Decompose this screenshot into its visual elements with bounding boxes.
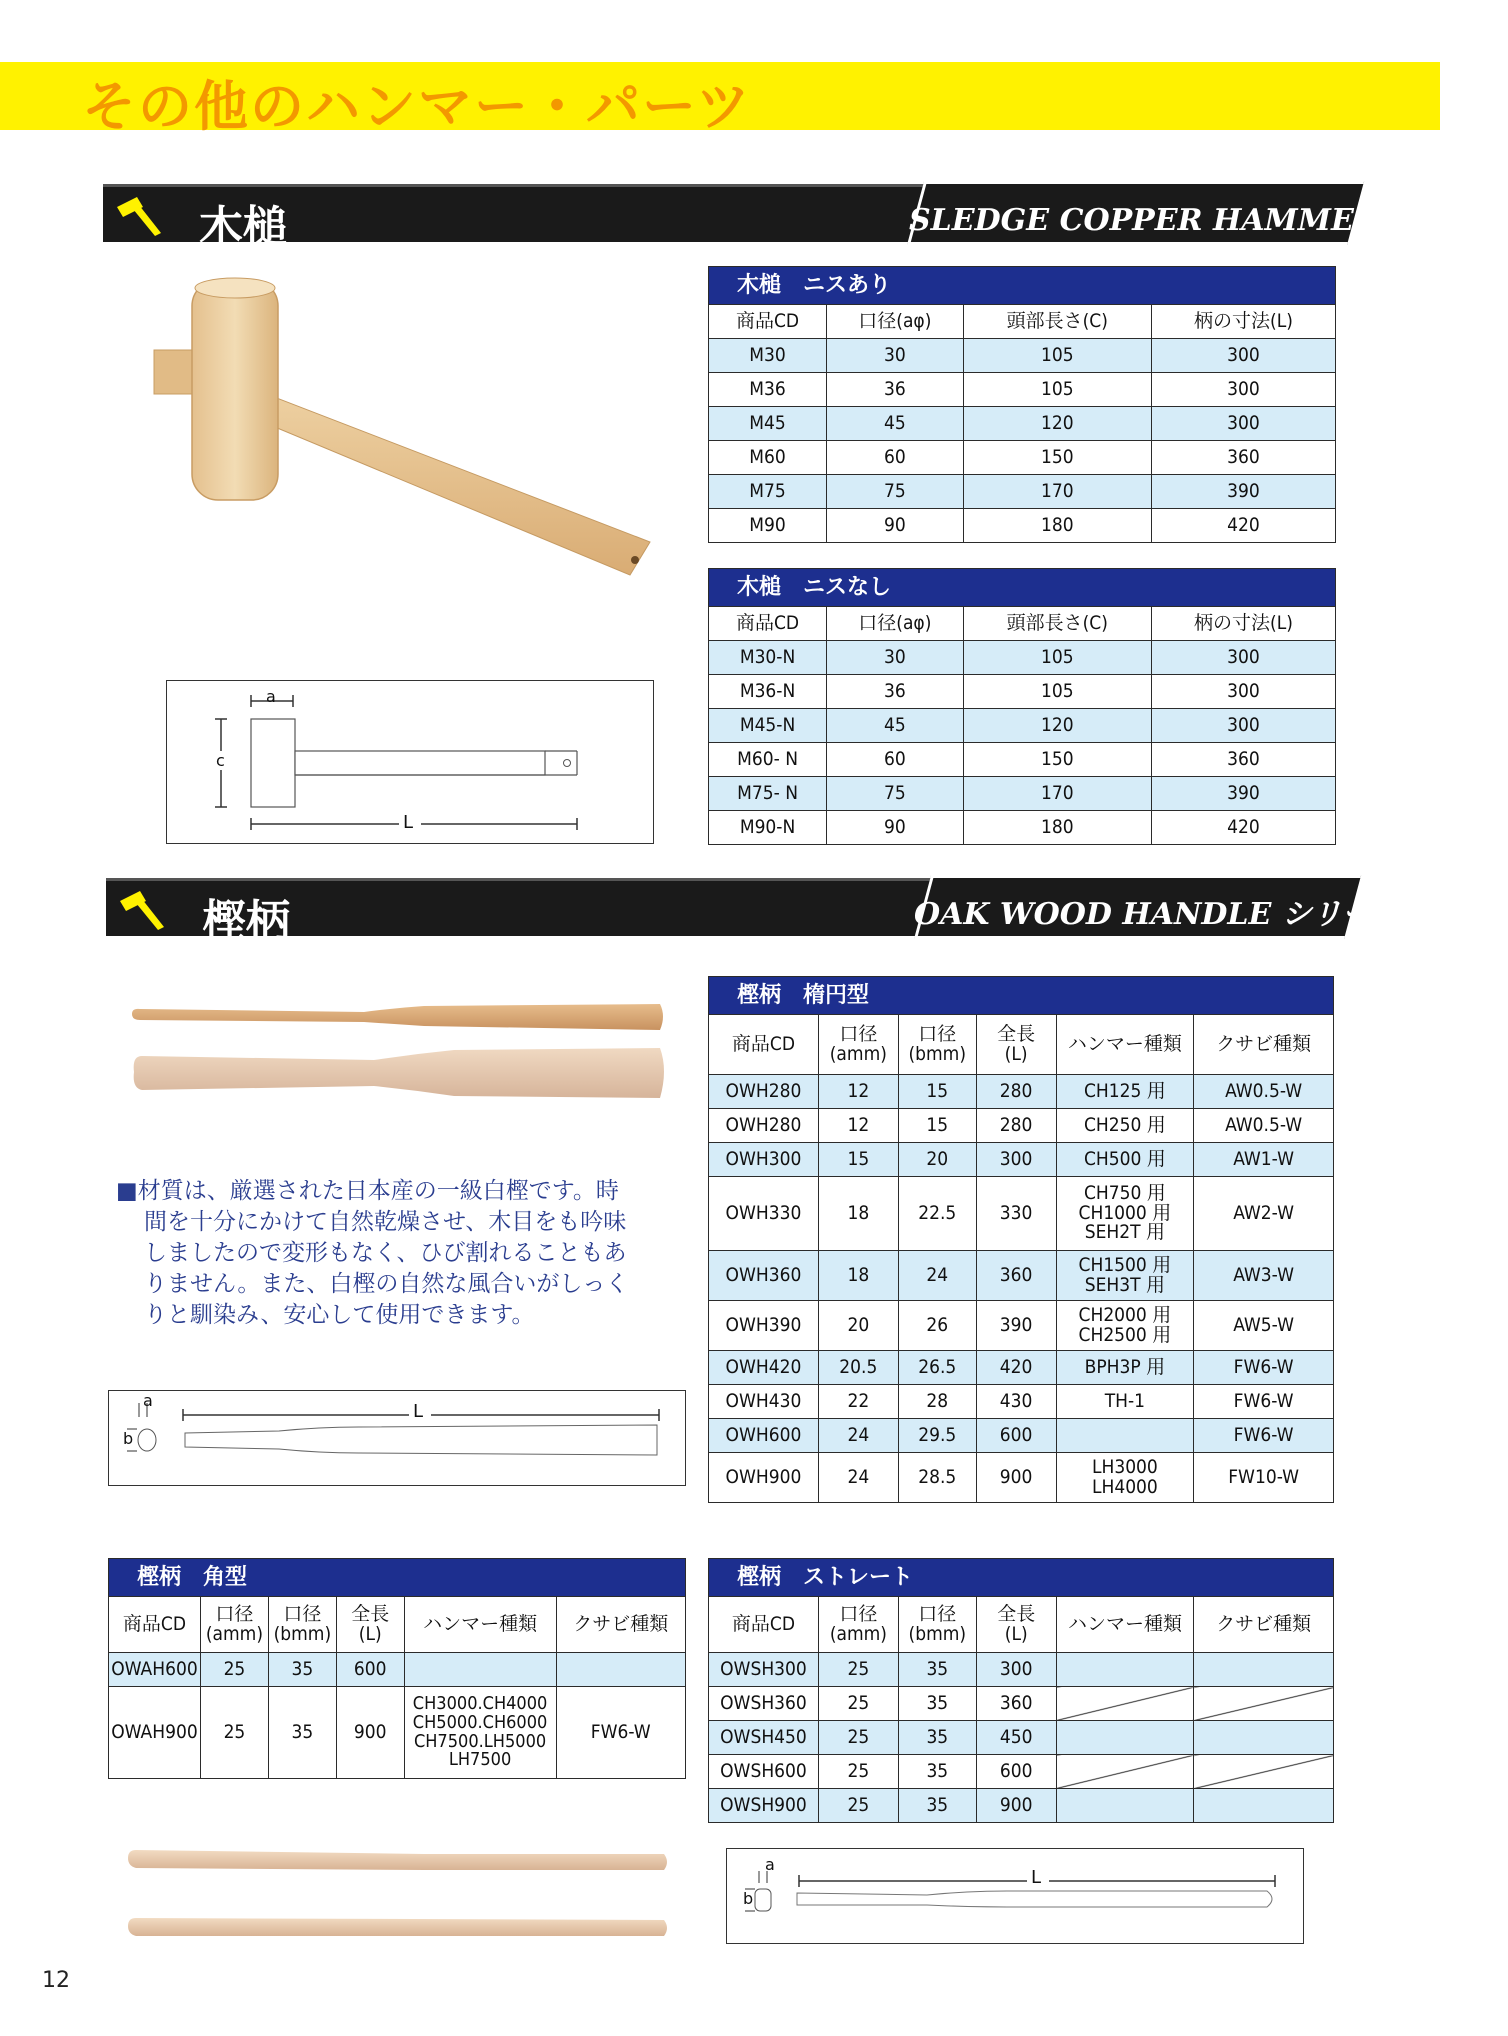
cell: OWSH900 <box>709 1789 819 1823</box>
straight-diagram-drawing <box>727 1849 1305 1945</box>
cell: M90 <box>709 509 827 543</box>
cell: OWH900 <box>709 1453 819 1503</box>
cell: 280 <box>976 1109 1056 1143</box>
cell: AW0.5-W <box>1194 1075 1334 1109</box>
header-cell: 口径 (amm) <box>818 1015 898 1075</box>
description-line: りと馴染み、安心して使用できます。 <box>144 1302 535 1328</box>
description-line: りません。また、白樫の自然な風合いがしっく <box>144 1271 629 1297</box>
header-cell: 口径 (bmm) <box>898 1015 976 1075</box>
empty-cell <box>404 1653 556 1687</box>
cell: OWSH600 <box>709 1755 819 1789</box>
cell: 24 <box>818 1419 898 1453</box>
table-row <box>709 1453 1334 1503</box>
cell: 180 <box>963 509 1151 543</box>
cell: 35 <box>898 1653 976 1687</box>
cell: AW1-W <box>1194 1143 1334 1177</box>
cell: M45 <box>709 407 827 441</box>
hammer-icon <box>118 887 166 931</box>
cell: 60 <box>827 743 963 777</box>
cell: AW0.5-W <box>1194 1109 1334 1143</box>
table-row <box>109 1653 686 1687</box>
page-title: その他のハンマー・パーツ <box>82 75 752 138</box>
cell: 25 <box>200 1653 268 1687</box>
table-caption: 木槌 ニスなし <box>708 568 1336 606</box>
table-row <box>709 1143 1334 1177</box>
mallet-unvarnished-table <box>708 568 1336 845</box>
cell: 12 <box>818 1075 898 1109</box>
diagram-label-a: a <box>765 1855 775 1874</box>
cell: M60 <box>709 441 827 475</box>
cell: 25 <box>200 1687 268 1779</box>
series-name: SLEDGE COPPER HAMMER シリーズ <box>909 203 1508 238</box>
cell: 600 <box>976 1755 1056 1789</box>
cell: FW6-W <box>1194 1419 1334 1453</box>
table-row <box>709 1687 1334 1721</box>
cell: FW10-W <box>1194 1453 1334 1503</box>
empty-cell <box>1056 1687 1194 1721</box>
cell: 330 <box>976 1177 1056 1251</box>
table-caption: 樫柄 角型 <box>108 1558 686 1596</box>
oak-oval-handle-table <box>708 976 1334 1503</box>
table-row <box>709 811 1336 845</box>
cell: 25 <box>818 1755 898 1789</box>
cell: 25 <box>818 1687 898 1721</box>
mallet-varnished-table <box>708 266 1336 543</box>
cell: 20 <box>818 1301 898 1351</box>
cell: AW5-W <box>1194 1301 1334 1351</box>
cell: 12 <box>818 1109 898 1143</box>
cell: 300 <box>1151 373 1335 407</box>
header-cell: 商品CD <box>709 1015 819 1075</box>
cell: 300 <box>976 1653 1056 1687</box>
header-cell: 頭部長さ(C) <box>963 305 1151 339</box>
table-row <box>709 675 1336 709</box>
header-cell: クサビ種類 <box>1194 1015 1334 1075</box>
table-row <box>709 641 1336 675</box>
cell: 105 <box>963 675 1151 709</box>
empty-cell <box>1056 1721 1194 1755</box>
cell: OWH390 <box>709 1301 819 1351</box>
cell: 25 <box>818 1721 898 1755</box>
section-header-oak-handle <box>106 878 1401 947</box>
cell: 29.5 <box>898 1419 976 1453</box>
cell: 600 <box>336 1653 404 1687</box>
diagram-label-a: a <box>266 687 276 706</box>
cell: CH1500 用 SEH3T 用 <box>1056 1251 1194 1301</box>
description-line: 間を十分にかけて自然乾燥させ、木目をも吟味 <box>144 1209 627 1235</box>
table-row <box>709 1721 1334 1755</box>
header-cell: 商品CD <box>709 305 827 339</box>
diagram-label-a: a <box>143 1391 153 1410</box>
table-row <box>709 1789 1334 1823</box>
cell: 280 <box>976 1075 1056 1109</box>
table-row <box>709 1075 1334 1109</box>
cell: 26 <box>898 1301 976 1351</box>
cell: 450 <box>976 1721 1056 1755</box>
cell: 30 <box>827 641 963 675</box>
header-cell: 口径 (amm) <box>200 1597 268 1653</box>
header-cell: 口径 (amm) <box>818 1597 898 1653</box>
cell: 75 <box>827 777 963 811</box>
diagram-label-l: L <box>403 812 414 833</box>
cell: 900 <box>336 1687 404 1779</box>
empty-cell <box>1194 1755 1334 1789</box>
empty-cell <box>1194 1653 1334 1687</box>
cell: OWH420 <box>709 1351 819 1385</box>
cell: OWH280 <box>709 1075 819 1109</box>
cell: 600 <box>976 1419 1056 1453</box>
cell: OWH600 <box>709 1419 819 1453</box>
cell: 45 <box>827 709 963 743</box>
header-cell: 口径 (bmm) <box>268 1597 336 1653</box>
cell: 420 <box>1151 509 1335 543</box>
straight-handle-image <box>124 1844 670 1940</box>
cell: 75 <box>827 475 963 509</box>
cell: 105 <box>963 339 1151 373</box>
cell: 390 <box>976 1301 1056 1351</box>
cell: 150 <box>963 743 1151 777</box>
section-header-mallet <box>103 184 1508 253</box>
page-number: 12 <box>42 1968 70 1993</box>
cell: 180 <box>963 811 1151 845</box>
cell: 105 <box>963 641 1151 675</box>
cell: 35 <box>898 1755 976 1789</box>
table-row <box>709 509 1336 543</box>
cell: 90 <box>827 509 963 543</box>
wooden-mallet-image <box>130 270 670 590</box>
header-cell: 商品CD <box>709 1597 819 1653</box>
header-cell: 全長 (L) <box>976 1015 1056 1075</box>
empty-cell <box>1194 1789 1334 1823</box>
table-row <box>709 709 1336 743</box>
cell: M60- N <box>709 743 827 777</box>
cell: 430 <box>976 1385 1056 1419</box>
cell: CH500 用 <box>1056 1143 1194 1177</box>
cell: 900 <box>976 1789 1056 1823</box>
header-cell: 全長 (L) <box>976 1597 1056 1653</box>
cell: CH250 用 <box>1056 1109 1194 1143</box>
header-cell: 口径 (bmm) <box>898 1597 976 1653</box>
cell: 390 <box>1151 777 1335 811</box>
cell: FW6-W <box>556 1687 685 1779</box>
table-row <box>709 1653 1334 1687</box>
diagram-label-b: b <box>123 1429 134 1448</box>
cell: CH750 用 CH1000 用 SEH2T 用 <box>1056 1177 1194 1251</box>
cell: 90 <box>827 811 963 845</box>
cell: CH2000 用 CH2500 用 <box>1056 1301 1194 1351</box>
cell: 150 <box>963 441 1151 475</box>
diagram-label-l: L <box>413 1401 424 1422</box>
header-cell: 全長 (L) <box>336 1597 404 1653</box>
table-row <box>709 1109 1334 1143</box>
series-name: OAK WOOD HANDLE シリーズ <box>914 897 1401 932</box>
cell: 20 <box>898 1143 976 1177</box>
table-row <box>709 373 1336 407</box>
table-caption: 樫柄 ストレート <box>708 1558 1334 1596</box>
cell: M75 <box>709 475 827 509</box>
cell: 300 <box>1151 339 1335 373</box>
cell: 60 <box>827 441 963 475</box>
cell: M30 <box>709 339 827 373</box>
empty-cell <box>1056 1755 1194 1789</box>
empty-cell <box>1194 1687 1334 1721</box>
table-row <box>709 743 1336 777</box>
cell: 15 <box>818 1143 898 1177</box>
cell: 26.5 <box>898 1351 976 1385</box>
cell: M45-N <box>709 709 827 743</box>
mallet-dimension-diagram <box>166 680 654 844</box>
cell: 360 <box>1151 441 1335 475</box>
cell: 35 <box>898 1721 976 1755</box>
cell: 24 <box>818 1453 898 1503</box>
material-description <box>116 1176 676 1331</box>
cell: 22 <box>818 1385 898 1419</box>
table-caption: 木槌 ニスあり <box>708 266 1336 304</box>
cell: OWH300 <box>709 1143 819 1177</box>
cell: AW2-W <box>1194 1177 1334 1251</box>
section-title: 木槌 <box>199 202 287 253</box>
cell: LH3000 LH4000 <box>1056 1453 1194 1503</box>
cell: 420 <box>976 1351 1056 1385</box>
header-cell: ハンマー種類 <box>1056 1597 1194 1653</box>
cell: 15 <box>898 1075 976 1109</box>
empty-cell <box>1194 1721 1334 1755</box>
table-row <box>709 407 1336 441</box>
oak-straight-handle-table <box>708 1558 1334 1823</box>
cell: 300 <box>1151 675 1335 709</box>
cell: 360 <box>1151 743 1335 777</box>
cell: TH-1 <box>1056 1385 1194 1419</box>
diagram-label-c: c <box>216 751 225 770</box>
table-row <box>709 475 1336 509</box>
hammer-icon <box>115 193 163 237</box>
header-cell: ハンマー種類 <box>1056 1015 1194 1075</box>
cell: AW3-W <box>1194 1251 1334 1301</box>
cell: 28 <box>898 1385 976 1419</box>
cell: 36 <box>827 373 963 407</box>
table-row <box>709 1177 1334 1251</box>
cell: 20.5 <box>818 1351 898 1385</box>
table-row <box>709 1419 1334 1453</box>
oak-handle-image <box>124 1000 670 1120</box>
cell: FW6-W <box>1194 1385 1334 1419</box>
table-row <box>709 1301 1334 1351</box>
cell: OWAH600 <box>109 1653 201 1687</box>
cell: 22.5 <box>898 1177 976 1251</box>
diagram-label-l: L <box>1031 1867 1042 1888</box>
cell: OWH360 <box>709 1251 819 1301</box>
table-row <box>709 441 1336 475</box>
header-cell: 口径(aφ) <box>827 305 963 339</box>
header-cell: クサビ種類 <box>1194 1597 1334 1653</box>
cell: 28.5 <box>898 1453 976 1503</box>
table-row <box>709 777 1336 811</box>
cell: 170 <box>963 777 1151 811</box>
cell: OWH430 <box>709 1385 819 1419</box>
cell: M36-N <box>709 675 827 709</box>
cell: OWAH900 <box>109 1687 201 1779</box>
header-cell: ハンマー種類 <box>404 1597 556 1653</box>
cell: M90-N <box>709 811 827 845</box>
cell: 25 <box>818 1653 898 1687</box>
handle-dimension-diagram <box>108 1390 686 1486</box>
empty-cell <box>556 1653 685 1687</box>
cell: 360 <box>976 1251 1056 1301</box>
empty-cell <box>1056 1789 1194 1823</box>
cell: 35 <box>268 1653 336 1687</box>
cell: OWSH300 <box>709 1653 819 1687</box>
cell: 300 <box>1151 709 1335 743</box>
section-title: 樫柄 <box>202 896 290 947</box>
header-cell: 商品CD <box>709 607 827 641</box>
table-row <box>709 1251 1334 1301</box>
cell: 30 <box>827 339 963 373</box>
cell: CH125 用 <box>1056 1075 1194 1109</box>
cell: 420 <box>1151 811 1335 845</box>
table-row <box>709 1351 1334 1385</box>
cell: BPH3P 用 <box>1056 1351 1194 1385</box>
cell: 360 <box>976 1687 1056 1721</box>
cell: 18 <box>818 1177 898 1251</box>
cell: OWSH450 <box>709 1721 819 1755</box>
description-line: しましたので変形もなく、ひび割れることもあ <box>144 1240 627 1266</box>
cell: 390 <box>1151 475 1335 509</box>
cell: 15 <box>898 1109 976 1143</box>
cell: OWH330 <box>709 1177 819 1251</box>
cell: 35 <box>898 1687 976 1721</box>
cell: 300 <box>976 1143 1056 1177</box>
oak-square-handle-table <box>108 1558 686 1779</box>
header-cell: 商品CD <box>109 1597 201 1653</box>
cell: 36 <box>827 675 963 709</box>
cell: 170 <box>963 475 1151 509</box>
cell: 24 <box>898 1251 976 1301</box>
empty-cell <box>1056 1419 1194 1453</box>
table-row <box>709 1755 1334 1789</box>
cell: 900 <box>976 1453 1056 1503</box>
diagram-label-b: b <box>743 1889 754 1908</box>
cell: CH3000.CH4000 CH5000.CH6000 CH7500.LH5000 LH7500 <box>404 1687 556 1779</box>
table-caption: 樫柄 楕円型 <box>708 976 1334 1014</box>
cell: OWSH360 <box>709 1687 819 1721</box>
cell: M36 <box>709 373 827 407</box>
header-cell: 柄の寸法(L) <box>1151 607 1335 641</box>
cell: 105 <box>963 373 1151 407</box>
cell: 18 <box>818 1251 898 1301</box>
cell: OWH280 <box>709 1109 819 1143</box>
header-cell: クサビ種類 <box>556 1597 685 1653</box>
cell: 300 <box>1151 641 1335 675</box>
cell: 45 <box>827 407 963 441</box>
cell: M30-N <box>709 641 827 675</box>
cell: M75- N <box>709 777 827 811</box>
cell: 120 <box>963 407 1151 441</box>
cell: 25 <box>818 1789 898 1823</box>
straight-handle-dimension-diagram <box>726 1848 1304 1944</box>
header-cell: 口径(aφ) <box>827 607 963 641</box>
cell: 300 <box>1151 407 1335 441</box>
cell: FW6-W <box>1194 1351 1334 1385</box>
header-cell: 柄の寸法(L) <box>1151 305 1335 339</box>
cell: 120 <box>963 709 1151 743</box>
empty-cell <box>1056 1653 1194 1687</box>
cell: 35 <box>898 1789 976 1823</box>
header-cell: 頭部長さ(C) <box>963 607 1151 641</box>
handle-diagram-drawing <box>109 1391 687 1487</box>
cell: 35 <box>268 1687 336 1779</box>
table-row <box>709 1385 1334 1419</box>
table-row <box>709 339 1336 373</box>
description-line: ■材質は、厳選された日本産の一級白樫です。時 <box>116 1178 619 1204</box>
table-row <box>109 1687 686 1779</box>
